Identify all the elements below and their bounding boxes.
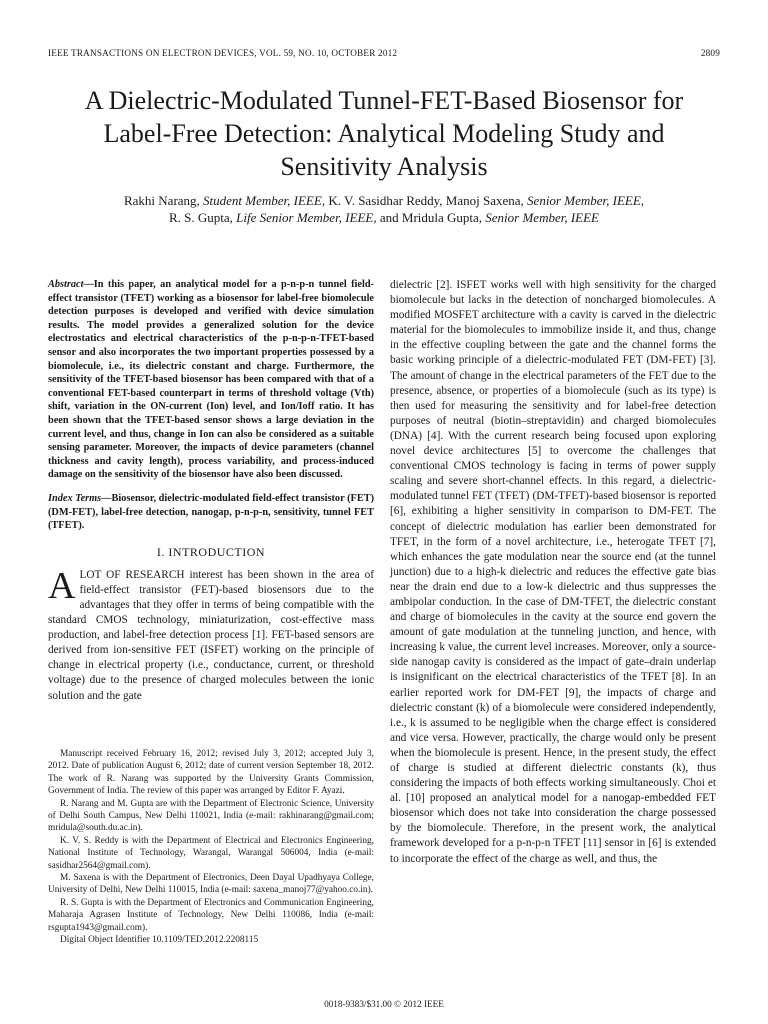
intro-paragraph xyxy=(48,564,374,704)
author-role: Life Senior Member, IEEE xyxy=(236,209,374,225)
body-paragraph: dielectric [2]. ISFET works well with high sensitivity for the charged biomolecule but lacks in the detection of noncharged biomolecules. A modified MOSFET architecture with a cavity is carved in the dielectric material for the biomolecules to immobilize inside it, and thus, change in the effective coupling between the gate and the channel forms the basic working principle of a dielectric-modulated FET (DM-FET) [3]. The amount of change in the electrical parameters of the FET due to the presence, absence, or properties of a biomolecule (such as its type) is then used for measuring the sensitivity and for label-free detection purposes of neutral (biotin–streptavidin) and charged biomolecules (DNA) [4]. With the current research being focused upon exploring novel device architectures [5] to overcome the challenges that conventional CMOS technology is facing in terms of power supply scaling and severe short-channel effects. In this regard, a dielectric-modulated tunnel FET (TFET) (DM-TFET)-based biosensor is reported [6], exhibiting a higher sensitivity in comparison to DM-FET. The concept of dielectric modulation has earlier been demonstrated for TFET, in the form of a novel architecture, i.e., heterogate TFET [7], which enhances the gate modulation near the source end (at the tunnel junction) due to a high-k dielectric and reduces the effective gate bias near the drain end due to a low-k dielectric and thus suppresses the ambipolar conduction. In the case of DM-TFET, the dielectric constant and charge of biomolecules in the cavity at the source end govern the amount of gate modulation at the tunneling junction, and hence, with increasing k value, the current level increases. Moreover, only a source-side nanogap cavity is considered as the impact of gate–drain underlap is insignificant on the electrical characteristics of the TFET [8]. In an earlier reported work for DM-FET [9], the impacts of charge and dielectric constant (k) of a biomolecule were considered independently, i.e., k is assumed to be negligible when the charge effect is considered and vice versa. However, practically, the charge would only be present when the biomolecule is present. Hence, in the present study, the effect of charge is studied at different dielectric constants (k), thus considering the impacts of both effects working simultaneously. Choi et al. [10] proposed an analytical model for a nanogap-embedded FET biosensor which does not take into consideration the charge possessed by the biomolecule. Therefore, in the present work, the analytical framework developed for a p-n-p-n TFET [11] sensor in [6] is extended to incorporate the effect of the charge as well, and thus, the xyxy=(390,279,716,865)
section-title-rest: NTRODUCTION xyxy=(172,544,266,559)
footnotes xyxy=(48,748,374,947)
index-terms-lead: Index Terms xyxy=(48,492,102,504)
author-name: Rakhi Narang, xyxy=(123,193,204,208)
right-column xyxy=(390,278,716,867)
section-numeral: I. xyxy=(156,544,169,559)
footnote-affiliation: K. V. S. Reddy is with the Department of Electrical and Electronics Engineering, National Institute of Technology, Warangal, Warangal 506004, India (e-mail: sasidhar2564@gmail.com). xyxy=(48,835,374,871)
paper-title: A Dielectric-Modulated Tunnel-FET-Based Biosensor for Label-Free Detection: Analytical Modeling Study and Sensitivity Analysis xyxy=(84,86,684,181)
journal-citation: IEEE TRANSACTIONS ON ELECTRON DEVICES, VOL. 59, NO. 10, OCTOBER 2012 xyxy=(48,48,398,58)
page-number: 2809 xyxy=(700,48,720,58)
author-role: Senior Member, IEEE xyxy=(527,193,641,208)
abstract-lead: Abstract xyxy=(48,279,84,290)
footnote-affiliation: R. S. Gupta is with the Department of Electronics and Communication Engineering, Maharaja Agrasen Institute of Technology, New Delhi 110086, India (e-mail: rsgupta1943@gmail.com). xyxy=(48,897,374,933)
drop-cap: A xyxy=(48,564,76,607)
running-head xyxy=(48,48,720,58)
footnote-affiliation: M. Saxena is with the Department of Electronics, Deen Dayal Upadhyaya College, University of Delhi, New Delhi 110015, India (e-mail: saxena_manoj77@yahoo.co.in). xyxy=(48,873,374,896)
index-terms-text: —Biosensor, dielectric-modulated field-effect transistor (FET) (DM-FET), label-free detection, nanogap, p-n-p-n, sensitivity, tunnel FET (TFET). xyxy=(48,492,374,532)
index-terms xyxy=(48,492,374,533)
footnote-affiliation: R. Narang and M. Gupta are with the Department of Electronic Science, University of Delhi South Campus, New Delhi 110021, India (e-mail: rakhinarang@gmail.com; mridula@south.du.ac.in). xyxy=(48,798,374,834)
author-separator: , xyxy=(640,193,645,208)
author-role: Senior Member, IEEE xyxy=(485,209,599,225)
author-list xyxy=(60,193,708,226)
author-name: , and Mridula Gupta, xyxy=(373,209,486,225)
section-heading-introduction xyxy=(48,545,374,560)
abstract-text: —In this paper, an analytical model for a p-n-p-n tunnel field-effect transistor (TFET) working as a biosensor for label-free biomolecule detection purposes is developed and verified with device simulation results. The model provides a generalized solution for the device electrostatics and electrical characteristics of the p-n-p-n-TFET-based sensor and also incorporates the two important properties possessed by a biomolecule, i.e., its dielectric constant and charge. Furthermore, the sensitivity of the TFET-based biosensor has been compared with that of a conventional FET-based counterpart in terms of threshold voltage (Vth) shift, variation in the ON-current (Ion) level, and Ion/Ioff ratio. It has been shown that the TFET-based sensor shows a large deviation in the current level, and thus, change in Ion can also be considered as a suitable sensing parameter. Moreover, the impacts of device parameters (channel thickness and cavity length), process variability, and process-induced damage on the sensitivity of the biosensor have also been discussed. xyxy=(48,279,374,481)
author-name: , K. V. Sasidhar Reddy, Manoj Saxena, xyxy=(321,193,528,208)
author-role: Student Member, IEEE xyxy=(203,193,322,208)
abstract xyxy=(48,278,374,482)
intro-text: LOT OF RESEARCH interest has been shown in the area of field-effect transistor (FET)-based biosensors due to the advantages that they offer in terms of being compatible with the standard CMOS technology, miniaturization, cost-effective mass production, and label-free detection process [1]. FET-based sensors are derived from ion-sensitive FET (ISFET) working on the principle of change in electrical property (i.e., conductance, current, or threshold voltage) due to the presence of charged molecules between the ionic solution and the gate xyxy=(48,568,374,702)
section-title-first: I xyxy=(168,544,173,559)
footnote-manuscript: Manuscript received February 16, 2012; revised July 3, 2012; accepted July 3, 2012. Date of publication August 6, 2012; date of current version September 18, 2012. The work of R. Narang was supported by the University Grants Commission, Government of India. The review of this paper was arranged by Editor F. Ayazi. xyxy=(48,749,374,797)
footnote-doi: Digital Object Identifier 10.1109/TED.2012.2208115 xyxy=(60,935,259,946)
copyright-footer: 0018-9383/$31.00 © 2012 IEEE xyxy=(324,999,444,1009)
left-column xyxy=(48,278,374,704)
author-name: R. S. Gupta, xyxy=(168,209,237,225)
